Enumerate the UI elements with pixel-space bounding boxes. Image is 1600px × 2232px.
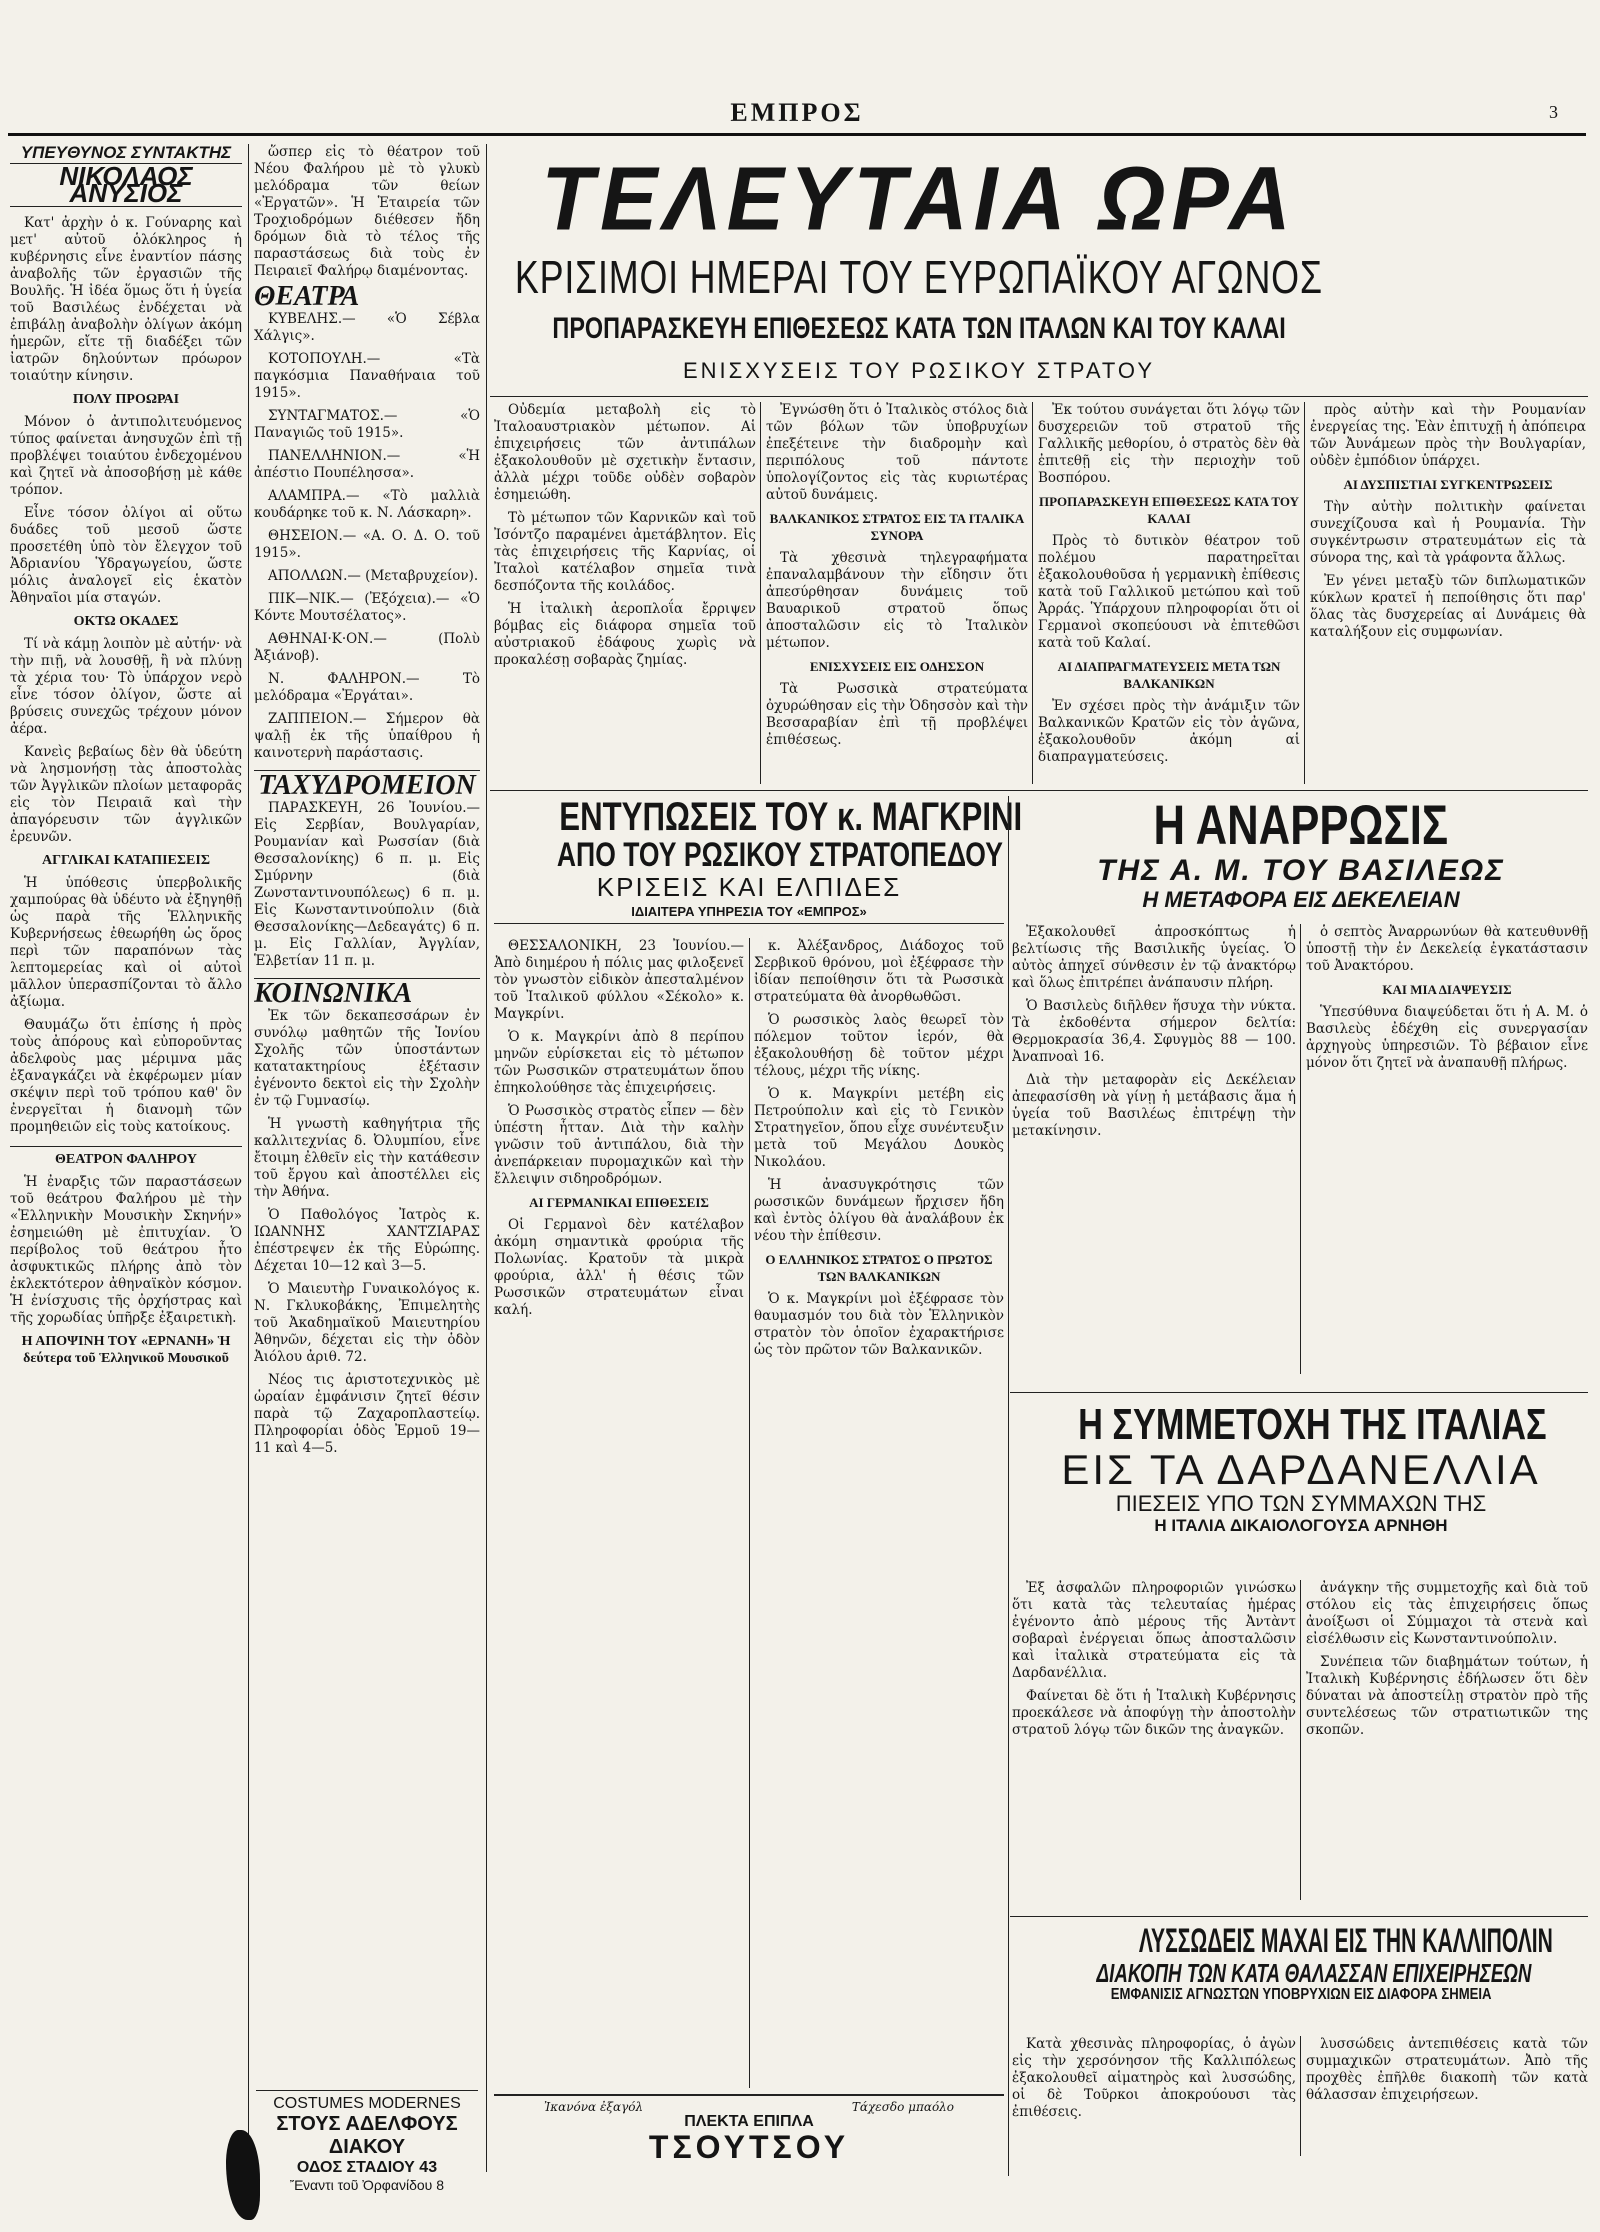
column-rule <box>1300 1580 1301 1900</box>
article-paragraph: Ὁ Ρωσσικὸς στρατὸς εἶπεν — δὲν ὑπέστη ἧτταν. Διὰ τὴν καλὴν γνῶσιν τοῦ ἀντιπάλου, διὰ τὴν ἀνεπάρκειαν πυρομαχικῶν καὶ τὴν ἔλλειψιν σιδηροδρόμων. <box>494 1103 744 1187</box>
article-paragraph: Οὐδεμία μεταβολὴ εἰς τὸ Ἰταλοαυστριακὸν μέτωπον. Αἱ ἐπιχειρήσεις τῶν ἀντιπάλων ἐξακολουθοῦν μὲ σχετικὴν ἔντασιν, ἀλλὰ μέχρι τοῦδε οὐδὲν σοβαρὸν ἐσημειώθη. <box>494 402 756 503</box>
lead-headline: ΤΕΛΕΥΤΑΙΑ ΩΡΑ <box>541 148 1297 250</box>
magrini-column <box>494 938 744 2098</box>
column-listings <box>254 144 480 2172</box>
article-paragraph: Ὑπεσύθυνα διαψεύδεται ὅτι ἡ Α. Μ. ὁ Βασιλεὺς ἐδέχθη εἰς συνεργασίαν ἀρχηγοὺς ὑπηρεσιῶν. Τὸ βέβαιον εἶνε μόνον ὅτι ζητεῖ νὰ ἀναπαυθῇ πλήρως. <box>1306 1004 1588 1071</box>
article-paragraph: Ἐν γένει μεταξὺ τῶν διπλωματικῶν κύκλων κρατεῖ ἡ πεποίθησις ὅτι παρ' ὅλας τὰς δυσχερείας αἱ Δυνάμεις θὰ καταλήξουν εἰς συμφωνίαν. <box>1310 573 1586 640</box>
column-rule <box>1300 924 1301 1374</box>
article-paragraph: Πρὸς τὸ δυτικὸν θέατρον τοῦ πολέμου παρατηρεῖται ἐξακολουθοῦσα ἡ γερμανικὴ ἐπίθεσις κατὰ τοῦ Γαλλικοῦ μετώπου καὶ τοῦ Ἀρράς. Ὑπάρχουν πληροφορίαι ὅτι οἱ Γερμανοὶ σκοπεύουσι νὰ ἐπιτεθῶσι κατὰ τοῦ Καλαί. <box>1038 533 1300 651</box>
theatre-item: ΚΟΤΟΠΟΥΛΗ.— «Τὰ παγκόσμια Παναθήναια τοῦ 1915». <box>254 351 480 401</box>
furniture-ad <box>494 2094 1004 2178</box>
kallipoli-subhead: ΔΙΑΚΟΠΗ ΤΩΝ ΚΑΤΑ ΘΑΛΑΣΣΑΝ ΕΠΙΧΕΙΡΗΣΕΩΝ <box>1096 1957 1532 1988</box>
ad-text: ΠΛΕΚΤΑ ΕΠΙΠΛΑ <box>684 2113 814 2130</box>
page-number: 3 <box>1549 102 1558 122</box>
article-paragraph: Θαυμάζω ὅτι ἐπίσης ἡ πρὸς τοὺς ἀπόρους καὶ εὐποροῦντας ἀδελφοὺς μας μέριμνα μᾶς ἐξαναγκάζει νὰ ἐκφέρωμεν μίαν σκέψιν περὶ τοῦ τρόπου καθ' ὃν ἐνεργεῖται ἡ διανομὴ τῶν προμηθειῶν εἰς τοὺς κατοίκους. <box>10 1017 242 1135</box>
section-rule <box>490 790 1588 791</box>
lead-column <box>1310 402 1586 784</box>
column-rule <box>1300 2036 1301 2156</box>
kallipoli-headline-block <box>1012 1924 1590 2004</box>
social-item: Ὁ Παθολόγος Ἰατρὸς κ. ΙΩΑΝΝΗΣ ΧΑΝΤΖΙΑΡΑΣ ἐπέστρεψεν ἐκ τῆς Εὐρώπης. Δέχεται 10—12 καὶ 3—5. <box>254 1207 480 1274</box>
special-service: ΙΔΙΑΙΤΕΡΑ ΥΠΗΡΕΣΙΑ ΤΟΥ «ΕΜΠΡΟΣ» <box>494 905 1004 924</box>
italy-subhead: Η ΙΤΑΛΙΑ ΔΙΚΑΙΟΛΟΓΟΥΣΑ ΑΡΝΗΘΗ <box>1154 1516 1448 1536</box>
theatre-note: Ἡ ἐναρξις τῶν παραστάσεων τοῦ θεάτρου Φαλήρου μὲ τὴν «Ἑλληνικὴν Μουσικὴν Σκηνήν» ἐσημειώθη μὲ ἐπιτυχίαν. Ὁ περίβολος τοῦ θεάτρου ἦτο ἀσφυκτικῶς πλήρης ἀπὸ τὸν ἐκλεκτότερον ἀθηναϊκὸν κόσμον. Ἡ ἐνίσχυσις τῆς ὀρχήστρας καὶ τῆς χορωδίας ὑπῆρξε ἐξαιρετικὴ. <box>10 1174 242 1326</box>
side-heading: ΑΓΓΛΙΚΑΙ ΚΑΤΑΠΙΕΣΕΙΣ <box>41 853 210 868</box>
article-subhead: ΚΑΙ ΜΙΑ ΔΙΑΨΕΥΣΙΣ <box>1382 982 1512 997</box>
post-office-text: ΠΑΡΑΣΚΕΥΗ, 26 Ἰουνίου.— Εἰς Σερβίαν, Βουλγαρίαν, Ρουμανίαν καὶ Ρωσσίαν (διὰ Θεσσαλονίκης) 6 π. μ. Εἰς Σμύρνην (διὰ Ζωνσταντινουπόλεως) 6 π. μ. Εἰς Κωνσταντινούπολιν (διὰ Θεσσαλονίκης—Δεδεαγάτς) 6 π. μ. Εἰς Γαλλίαν, Ἀγγλίαν, Ἑλβετίαν 11 π. μ. <box>254 800 480 969</box>
article-paragraph: λυσσώδεις ἀντεπιθέσεις κατὰ τῶν συμμαχικῶν στρατευμάτων. Ἀπὸ τῆς προχθὲς ἐπῆλθε διακοπὴ τῶν κατὰ θάλασσαν ἐπιχειρήσεων. <box>1306 2036 1588 2103</box>
theatre-item: Ν. ΦΑΛΗΡΟΝ.— Τὸ μελόδραμα «Ἐργάται». <box>254 671 480 704</box>
article-paragraph: Ὁ κ. Μαγκρίνι μοὶ ἐξέφρασε τὸν θαυμασμόν του διὰ τὸν Ἑλληνικὸν στρατὸν τὸν ὁποῖον ἐχαρακτήρισε ὡς τὸν πρῶτον τῶν Βαλκανικῶν. <box>754 1291 1004 1358</box>
magrini-headline: ΕΝΤΥΠΩΣΕΙΣ ΤΟΥ κ. ΜΑΓΚΡΙΝΙ <box>559 795 1023 839</box>
responsible-editor-label: ΥΠΕΥΘΥΝΟΣ ΣΥΝΤΑΚΤΗΣ <box>10 144 242 164</box>
theatre-item: ΣΥΝΤΑΓΜΑΤΟΣ.— «Ὁ Παναγιῶς τοῦ 1915». <box>254 408 480 441</box>
article-paragraph: Ὁ ρωσσικὸς λαὸς θεωρεῖ τὸν πόλεμον τοῦτον ἱερόν, θὰ ἐξακολουθήσῃ δὲ τοῦτον μέχρι τέλους, μέχρι τῆς νίκης. <box>754 1012 1004 1079</box>
magrini-headline-block <box>494 795 1023 924</box>
italy-headline: ΕΙΣ ΤΑ ΔΑΡΔΑΝΕΛΛΙΑ <box>1061 1446 1541 1494</box>
theatre-note-title: ΘΕΑΤΡΟΝ ΦΑΛΗΡΟΥ <box>10 1146 242 1168</box>
article-subhead: ΒΑΛΚΑΝΙΚΟΣ ΣΤΡΑΤΟΣ ΕΙΣ ΤΑ ΙΤΑΛΙΚΑ ΣΥΝΟΡΑ <box>769 511 1025 543</box>
article-paragraph: ἀνάγκην τῆς συμμετοχῆς καὶ διὰ τοῦ στόλου εἰς τὰς ἐπιχειρήσεις ὅπως ἀνοίξωσι οἱ Σύμμαχοι τὰ στενὰ καὶ εἰσέλθωσιν εἰς Κωνσταντινούπολιν. <box>1306 1580 1588 1647</box>
column-rule <box>760 402 761 784</box>
article-paragraph: Ἡ ἰταλικὴ ἀεροπλοΐα ἔρριψεν βόμβας εἰς διάφορα σημεῖα τοῦ αὐστριακοῦ ἐδάφους χωρὶς νὰ προκαλέσῃ σοβαρὰς ζημίας. <box>494 601 756 668</box>
ad-text: Ἰκανόνα ἐξαγόλ <box>544 2100 644 2114</box>
italy-subhead: ΠΙΕΣΕΙΣ ΥΠΟ ΤΩΝ ΣΥΜΜΑΧΩΝ ΤΗΣ <box>1115 1491 1487 1517</box>
article-paragraph: Τὰ Ρωσσικὰ στρατεύματα ὀχυρώθησαν εἰς τὴν Ὀδησσὸν καὶ τὴν Βεσσαραβίαν ἐπὶ τῇ προβλέψει ἐπιθέσεως. <box>766 681 1028 748</box>
ad-line: Ἔναντι τοῦ Ὀρφανίδου 8 <box>289 2177 444 2193</box>
theatre-item: ΑΘΗΝΑΙ·Κ·ΟΝ.— (Πολὺ Ἀξιάνοβ). <box>254 631 480 664</box>
article-paragraph: Κατὰ χθεσινὰς πληροφορίας, ὁ ἀγὼν εἰς τὴν χερσόνησον τῆς Καλλιπόλεως ἐξακολουθεῖ αἱματηρὸς καὶ λυσσώδης, οἱ δὲ Τοῦρκοι ἀποκρούουσι τὰς ἐπιθέσεις. <box>1012 2036 1296 2120</box>
social-item: Ἐκ τῶν δεκαπεσσάρων ἐν συνόλῳ μαθητῶν τῆς Ἰονίου Σχολῆς τῶν ὑποστάντων κατατακτηρίους ἐξέτασιν ἐγένοντο δεκτοὶ εἰς τὴν Σχολὴν ἐν τῷ Γυμνασίῳ. <box>254 1008 480 1109</box>
theatre-item: ΑΠΟΛΛΩΝ.— (Μεταβρυχείον). <box>268 568 479 584</box>
italy-column <box>1012 1580 1296 1910</box>
masthead-rule <box>8 133 1586 136</box>
ad-line: COSTUMES MODERNES <box>256 2090 478 2113</box>
kallipoli-column <box>1306 2036 1588 2156</box>
theatre-item: ΠΑΝΕΛΛΗΝΙΟΝ.— «Ἡ ἀπέστιο Πουπέλησσα». <box>254 448 480 481</box>
italy-headline-block <box>1012 1402 1590 1535</box>
ad-name: ΤΣΟΥΤΣΟΥ <box>648 2128 850 2165</box>
column-editor <box>10 144 242 2172</box>
king-headline: Η ΑΝΑΡΡΩΣΙΣ <box>1153 793 1449 856</box>
side-heading: ΠΟΛΥ ΠΡΟΩΡΑΙ <box>72 392 180 407</box>
article-paragraph: πρὸς αὐτὴν καὶ τὴν Ρουμανίαν ἐνεργείας της. Ἐὰν ἐπιτυχῇ ἡ ἀπόπειρα τῶν Ἀυνάμεων πρὸς τὴν Βουλγαρίαν, οὐδὲν ἐμπόδιον ὑπάρχει. <box>1310 402 1586 469</box>
article-paragraph: ὥσπερ εἰς τὸ θέατρον τοῦ Νέου Φαλήρου μὲ τὸ γλυκὺ μελόδραμα τῶν θείων «Ἐργατῶν». Ἡ Ἑταιρεία τῶν Τροχιοδρόμων διέθεσεν ἤδη δρόμων διὰ τὸ τέλος τῆς παραστάσεως διὰ τοὺς ἐν Πειραιεῖ Φαλήρῳ διαμένοντας. <box>254 144 480 279</box>
article-paragraph: Εἶνε τόσον ὀλίγοι αἱ οὕτω δυάδες τοῦ μεσοῦ ὥστε προσετέθη ὑπὸ τὸν ἔλεγχον τοῦ Ἀδριανίου Ὑδραγωγείου, ὥστε μόλις ἀναλογεῖ εἰς ἑκατὸν Ἀθηναῖοι μία σταγών. <box>10 505 242 606</box>
footer-notice: Η ΑΠΟΨΙΝΗ ΤΟΥ «ΕΡΝΑΝΗ» Ἡ δεύτερα τοῦ Ἑλληνικοῦ Μουσικοῦ <box>21 1334 231 1366</box>
article-subhead: Ο ΕΛΛΗΝΙΚΟΣ ΣΤΡΑΤΟΣ Ο ΠΡΩΤΟΣ ΤΩΝ ΒΑΛΚΑΝΙΚΩΝ <box>765 1252 993 1284</box>
post-office-title: ΤΑΧΥΔΡΟΜΕΙΟΝ <box>254 770 480 794</box>
article-paragraph: Μόνον ὁ ἀντιπολιτευόμενος τύπος φαίνεται ἀνησυχῶν ἐπὶ τῇ προβλέψει τοιαύτου ἐνδεχομένου καὶ ζητεῖ νὰ ἀποσοβήσῃ μὲ κάθε τρόπον. <box>10 414 242 498</box>
column-rule <box>486 144 487 2172</box>
section-rule <box>1010 1392 1588 1393</box>
article-paragraph: Ἡ ἀνασυγκρότησις τῶν ρωσσικῶν δυνάμεων ἤρχισεν ἤδη καὶ ἐντὸς ὀλίγου θὰ ἀναλάβουν ἐκ νέου τὴν ἐπίθεσιν. <box>754 1177 1004 1244</box>
article-paragraph: Οἱ Γερμανοὶ δὲν κατέλαβον ἀκόμη σημαντικὰ φρούρια τῆς Πολωνίας. Κρατοῦν τὰ μικρὰ φρούρια, ἀλλ' ἡ θέσις τῶν Ρωσσικῶν στρατευμάτων εἶναι καλή. <box>494 1217 744 1318</box>
section-rule <box>490 396 1588 397</box>
section-rule <box>1010 1916 1588 1917</box>
article-paragraph: Τί νὰ κάμῃ λοιπὸν μὲ αὐτήν· νὰ τὴν πιῇ, νὰ λουσθῇ, ἢ νὰ πλύνῃ τὰ χέρια του· Τὸ ὑπάρχον νερὸ εἶνε τόσον ὀλίγον, ὥστε αἱ βρύσεις συνεχῶς τρέχουν μόνον ἀέρα. <box>10 636 242 737</box>
article-paragraph: κ. Ἀλέξανδρος, Διάδοχος τοῦ Σερβικοῦ θρόνου, μοὶ ἐξέφρασε τὴν ἰδίαν πεποίθησιν ὅτι τὰ Ρωσσικὰ στρατεύματα θὰ ἀνορθωθῶσι. <box>754 938 1004 1005</box>
king-column <box>1012 924 1296 1384</box>
king-subhead: ΤΗΣ Α. Μ. ΤΟΥ ΒΑΣΙΛΕΩΣ <box>1097 853 1505 887</box>
article-paragraph: Τὸ μέτωπον τῶν Καρνικῶν καὶ τοῦ Ἰσόντζο παραμένει ἀμετάβλητον. Εἰς τὰς ἐπιχειρήσεις τῆς Καρνίας, οἱ Ἰταλοὶ κατέλαβον σημεῖα τινὰ δεσπόζοντα τῆς κοιλάδος. <box>494 510 756 594</box>
italy-column <box>1306 1580 1588 1910</box>
theatre-item: ΠΙΚ—ΝΙΚ.— (Ἐξόχεια).— «Ὁ Κόντε Μουτσέλατος». <box>254 591 480 624</box>
king-subhead: Η ΜΕΤΑΦΟΡΑ ΕΙΣ ΔΕΚΕΛΕΙΑΝ <box>1142 887 1460 913</box>
column-rule <box>1304 402 1305 784</box>
article-subhead: ΕΝΙΣΧΥΣΕΙΣ ΕΙΣ ΟΔΗΣΣΟΝ <box>809 659 985 674</box>
ad-line: ΟΔΟΣ ΣΤΑΔΙΟΥ 43 <box>296 2159 438 2176</box>
article-paragraph: Συνέπεια τῶν διαβημάτων τούτων, ἡ Ἰταλικὴ Κυβέρνησις ἐδήλωσεν ὅτι δὲν δύναται νὰ ἀποστείλῃ στρατὸν πρὸ τῆς συντελέσεως τῶν στρατιωτικῶν της σκοπῶν. <box>1306 1654 1588 1738</box>
king-column <box>1306 924 1588 1384</box>
responsible-editor-name: ΝΙΚΟΛΑΟΣ ΑΝΥΣΙΟΣ <box>10 168 242 207</box>
social-item: Ὁ Μαιευτὴρ Γυναικολόγος κ. Ν. Γκλυκοβάκης, Ἐπιμελητὴς τοῦ Ἀκαδημαϊκοῦ Μαιευτηρίου Ἀθηνῶν, δέχεται εἰς τὴν ὁδὸν Ἀιόλου ἀριθ. 72. <box>254 1281 480 1365</box>
kallipoli-headline: ΛΥΣΣΩΔΕΙΣ ΜΑΧΑΙ ΕΙΣ ΤΗΝ ΚΑΛΛΙΠΟΛΙΝ <box>1138 1922 1553 1960</box>
lead-subhead: ΠΡΟΠΑΡΑΣΚΕΥΗ ΕΠΙΘΕΣΕΩΣ ΚΑΤΑ ΤΩΝ ΙΤΑΛΩΝ ΚΑΙ ΤΟΥ ΚΑΛΑΙ <box>552 312 1286 345</box>
ad-text: Τάχεσδο μπαόλο <box>851 2100 954 2114</box>
article-paragraph: Ἡ ὑπόθεσις ὑπερβολικῆς χαμπούρας θὰ ὑδέυτο νὰ ἐξηγηθῇ ὡς παρὰ τῆς Ἑλληνικῆς Κυβερνήσεως ἐθεωρήθη ὡς ὅρος περὶ τῶν παραπόνων τὰς λεπτομερείας καὶ οἱ αὐτοὶ μᾶλλον ὑπερασπίζονται τὸ ἄλλο ἀξίωμα. <box>10 875 242 1010</box>
lead-subhead: ΕΝΙΣΧΥΣΕΙΣ ΤΟΥ ΡΩΣΙΚΟΥ ΣΤΡΑΤΟΥ <box>682 358 1155 383</box>
theatre-item: ΑΛΑΜΠΡΑ.— «Τὸ μαλλιὰ κουδάρηκε τοῦ κ. Ν. Λάσκαρη». <box>254 488 480 521</box>
theatres-title: ΘΕΑΤΡΑ <box>254 281 360 312</box>
king-headline-block <box>1012 793 1590 913</box>
article-paragraph: Τὰ χθεσινὰ τηλεγραφήματα ἐπαναλαμβάνουν τὴν εἴδησιν ὅτι ἀπεσύρθησαν δυνάμεις τοῦ Βαυαρικοῦ στρατοῦ ὅπως ἀποσταλῶσιν εἰς τὸ Ἰταλικὸν μέτωπον. <box>766 550 1028 651</box>
lead-subhead: ΚΡΙΣΙΜΟΙ ΗΜΕΡΑΙ ΤΟΥ ΕΥΡΩΠΑΪΚΟΥ ΑΓΩΝΟΣ <box>515 251 1323 303</box>
masthead <box>8 96 1586 136</box>
newspaper-name: ΕΜΠΡΟΣ <box>730 98 864 127</box>
lead-column <box>494 402 756 784</box>
article-subhead: ΑΙ ΔΥΣΠΙΣΤΙΑΙ ΣΥΓΚΕΝΤΡΩΣΕΙΣ <box>1343 477 1553 492</box>
article-paragraph: Κατ' ἀρχὴν ὁ κ. Γούναρης καὶ μετ' αὐτοῦ ὁλόκληρος ἡ κυβέρνησις εἶνε ἐναντίον πάσης ἀναβολῆς τῶν ἐργασιῶν τῆς Βουλῆς. Ἡ ἰδέα ὅμως ὅτι ἡ ὑγεία τοῦ Βασιλέως ἐνδέχεται νὰ ἐπιβάλῃ ἀναβολὴν ὀλίγων ἀκόμη ἡμερῶν, εἴτε τῇ διαδέξει τῶν ἰατρῶν δηλούντων πρόωρον τοιαύτην κίνησιν. <box>10 215 242 384</box>
lead-column <box>1038 402 1300 784</box>
column-rule <box>248 144 249 2172</box>
kallipoli-subhead: ΕΜΦΑΝΙΣΙΣ ΑΓΝΩΣΤΩΝ ΥΠΟΒΡΥΧΙΩΝ ΕΙΣ ΔΙΑΦΟΡΑ ΣΗΜΕΙΑ <box>1110 1985 1492 2003</box>
theatre-item: ΚΥΒΕΛΗΣ.— «Ὁ Σέβλα Χάλγις». <box>254 311 480 344</box>
article-paragraph: Ἐξακολουθεῖ ἀπροσκόπτως ἡ βελτίωσις τῆς Βασιλικῆς ὑγείας. Ὁ αὐτὸς ἀπηχεῖ σύνθεσιν ἐν τῷ ἀνακτόρῳ καὶ ὅλως ἐπιτρέπει ἀνάπαυσιν πλήρη. <box>1012 924 1296 991</box>
article-paragraph: Ὁ κ. Μαγκρίνι ἀπὸ 8 περίπου μηνῶν εὑρίσκεται εἰς τὸ μέτωπον τῶν Ρωσσικῶν στρατευμάτων ὅπου ἐπηκολούθησε τὰς ἐπιχειρήσεις. <box>494 1029 744 1096</box>
kallipoli-column <box>1012 2036 1296 2156</box>
italy-headline: Η ΣΥΜΜΕΤΟΧΗ ΤΗΣ ΙΤΑΛΙΑΣ <box>1078 1400 1547 1449</box>
theatre-item: ΘΗΣΕΙΟΝ.— «Α. Ο. Δ. Ο. τοῦ 1915». <box>254 528 480 561</box>
article-paragraph: Ἐγνώσθη ὅτι ὁ Ἰταλικὸς στόλος διὰ τῶν βόλων τῶν ὑποβρυχίων ἐπεξέτεινε τὴν διαδρομὴν καὶ περιπόλους τοῦ πάντοτε ὑπολογίζοντος εἰς τὰς κυριωτέρας αὐτοῦ δυνάμεις. <box>766 402 1028 503</box>
column-rule <box>1032 402 1033 784</box>
theatre-item: ΖΑΠΠΕΙΟΝ.— Σήμερον θὰ ψαλῇ ἐκ τῆς ὑπαίθρου ἡ καινοτερνὴ παράστασις. <box>254 711 480 761</box>
social-item: Νέος τις ἀριστοτεχνικὸς μὲ ὡραίαν ἐμφάνισιν ζητεῖ θέσιν παρὰ τῷ Ζαχαροπλαστείῳ. Πληροφορίαι ὁδὸς Ἐρμοῦ 19—11 καὶ 4—5. <box>254 1372 480 1456</box>
column-rule <box>749 938 750 2088</box>
column-rule <box>1008 796 1009 2176</box>
article-paragraph: Ἐν σχέσει πρὸς τὴν ἀνάμιξιν τῶν Βαλκανικῶν Κρατῶν εἰς τὸν ἀγῶνα, ἐξακολουθοῦν ἀκόμη αἱ διαπραγματεύσεις. <box>1038 698 1300 765</box>
ad-line: ΣΤΟΥΣ ΑΔΕΛΦΟΥΣ ΔΙΑΚΟΥ <box>276 2113 458 2158</box>
magrini-subhead: ΚΡΙΣΕΙΣ ΚΑΙ ΕΛΠΙΔΕΣ <box>596 871 902 902</box>
magrini-subhead: ΑΠΟ ΤΟΥ ΡΩΣΙΚΟΥ ΣΤΡΑΤΟΠΕΔΟΥ <box>556 836 1003 874</box>
article-paragraph: Κανεὶς βεβαίως δὲν θὰ ὑδεύτη νὰ λησμονήσῃ τὰς ἀποστολὰς τῶν Ἀγγλικῶν πλοίων μεταφορᾶς εἰς τὸν Πειραιᾶ καὶ τὴν ἀπαγόρευσιν τῶν ἀγγλικῶν ἐρευνῶν. <box>10 744 242 845</box>
lead-column <box>766 402 1028 784</box>
article-subhead: ΠΡΟΠΑΡΑΣΚΕΥΗ ΕΠΙΘΕΣΕΩΣ ΚΑΤΑ ΤΟΥ ΚΑΛΑΙ <box>1039 494 1299 526</box>
article-paragraph: Ὁ Βασιλεὺς διῆλθεν ἥσυχα τὴν νύκτα. Τὰ ἐκδοθέντα σήμερον δελτία: Θερμοκρασία 36,4. Σφυγμὸς 88 — 100. Ἀναπνοαὶ 16. <box>1012 998 1296 1065</box>
side-heading: ΟΚΤΩ ΟΚΑΔΕΣ <box>73 614 179 629</box>
article-paragraph: Τὴν αὐτὴν πολιτικὴν φαίνεται συνεχίζουσα καὶ ἡ Ρουμανία. Τὴν συγκέντρωσιν στρατευμάτων εἰς τὰ σύνορα της, καὶ τὰ γράφοντα ἄλλως. <box>1310 499 1586 566</box>
article-paragraph: Φαίνεται δὲ ὅτι ἡ Ἰταλικὴ Κυβέρνησις προεκάλεσε νὰ ἀποφύγῃ τὴν ἀποστολὴν στρατοῦ λόγῳ τῶν δικῶν της ἀναγκῶν. <box>1012 1688 1296 1738</box>
article-paragraph: Ἐκ τούτου συνάγεται ὅτι λόγῳ τῶν δυσχερειῶν τοῦ στρατοῦ τῆς Γαλλικῆς μεθορίου, ὁ στρατὸς δὲν θὰ ἐπιτεθῇ εἰς τὴν περιοχὴν τοῦ Βοσπόρου. <box>1038 402 1300 486</box>
article-subhead: ΑΙ ΔΙΑΠΡΑΓΜΑΤΕΥΣΕΙΣ ΜΕΤΑ ΤΩΝ ΒΑΛΚΑΝΙΚΩΝ <box>1057 659 1281 691</box>
article-paragraph: ὁ σεπτὸς Ἀναρρωνύων θὰ κατευθυνθῇ ὑποστῇ τὴν ἐν Δεκελείᾳ ἐγκατάστασιν τοῦ Ἀνακτόρου. <box>1306 924 1588 974</box>
article-paragraph: Ὁ κ. Μαγκρίνι μετέβη εἰς Πετρούπολιν καὶ εἰς τὸ Γενικὸν Στρατηγεῖον, ὅπου εἶχε συνέντευξιν μετὰ τοῦ Μεγάλου Δουκὸς Νικολάου. <box>754 1086 1004 1170</box>
article-paragraph: ΘΕΣΣΑΛΟΝΙΚΗ, 23 Ἰουνίου.— Ἀπὸ διημέρου ἡ πόλις μας φιλοξενεῖ τὸν γνωστὸν εἰδικὸν ἀπεσταλμένον τοῦ Ἰταλικοῦ φύλλου «Σέκολο» κ. Μαγκρίνι. <box>494 938 744 1022</box>
article-paragraph: Ἐξ ἀσφαλῶν πληροφοριῶν γινώσκω ὅτι κατὰ τὰς τελευταίας ἡμέρας ἐγένοντο ἀπὸ μέρους τῆς Ἀντὰντ σοβαραὶ ἐνέργειαι ὅπως ἀποσταλῶσιν καὶ ἰταλικὰ στρατεύματα εἰς τὰ Δαρδανέλλια. <box>1012 1580 1296 1681</box>
social-item: Ἡ γνωστὴ καθηγήτρια τῆς καλλιτεχνίας δ. Ὀλυμπίου, εἶνε ἔτοιμη ἐλθεῖν εἰς τὴν κατάθεσιν τοῦ ἔργου καὶ ἀποστέλλει εἰς τὴν Ἀθήνα. <box>254 1116 480 1200</box>
magrini-column <box>754 938 1004 2088</box>
costumes-ad <box>256 2090 478 2193</box>
article-paragraph: Διὰ τὴν μεταφορὰν εἰς Δεκέλειαν ἀπεφασίσθη νὰ γίνῃ ἡ μετάβασις ἅμα ἡ ὑγεία τοῦ Βασιλέως ἐπιτρέψῃ τὴν μετακίνησιν. <box>1012 1072 1296 1139</box>
article-subhead: ΑΙ ΓΕΡΜΑΝΙΚΑΙ ΕΠΙΘΕΣΕΙΣ <box>529 1195 709 1210</box>
social-title: ΚΟΙΝΩΝΙΚΑ <box>254 978 480 1002</box>
